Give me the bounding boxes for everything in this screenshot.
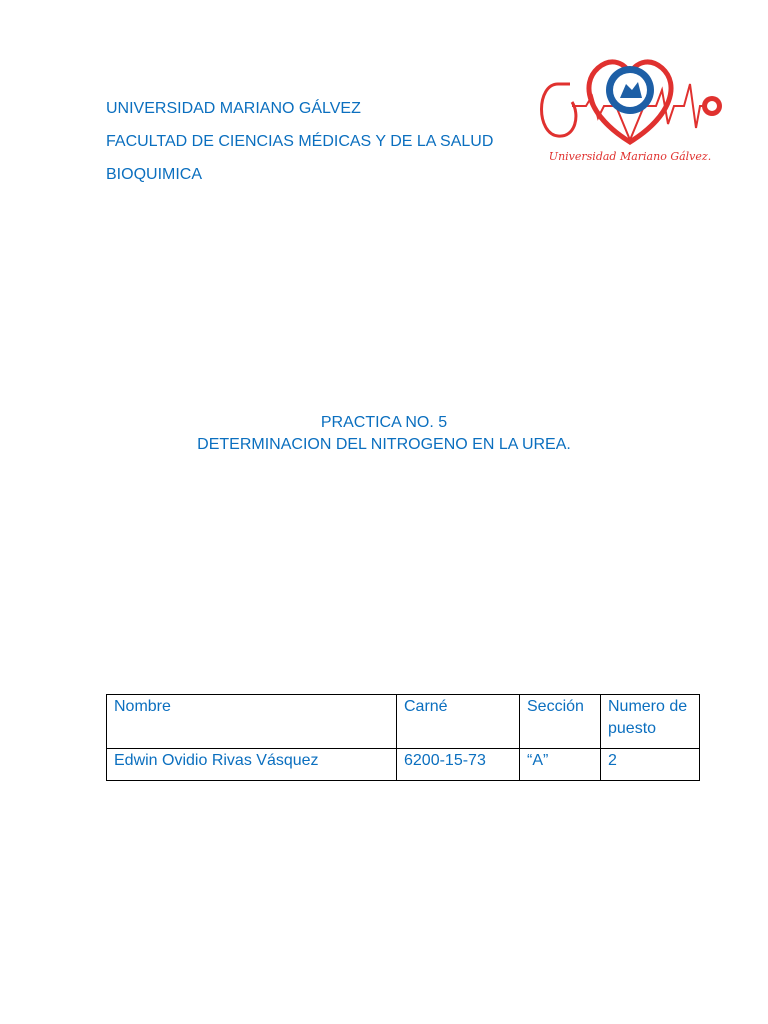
header-seccion: Sección: [520, 695, 601, 749]
student-info-table: [106, 694, 700, 781]
university-logo: [528, 44, 732, 174]
cell-seccion: “A”: [520, 749, 601, 781]
practice-number: PRACTICA NO. 5: [320, 414, 448, 431]
faculty-name: FACULTAD DE CIENCIAS MÉDICAS Y DE LA SALUD: [106, 133, 494, 150]
practice-title: [0, 412, 768, 456]
course-name: BIOQUIMICA: [106, 166, 203, 183]
cell-carne: 6200-15-73: [397, 749, 520, 781]
header-nombre: Nombre: [107, 695, 397, 749]
cell-nombre: Edwin Ovidio Rivas Vásquez: [107, 749, 397, 781]
logo-text: Universidad Mariano Gálvez.: [548, 150, 712, 163]
header: [106, 92, 493, 191]
practice-subject: DETERMINACION DEL NITROGENO EN LA UREA.: [197, 436, 571, 453]
cell-numero-puesto: 2: [601, 749, 700, 781]
header-carne: Carné: [397, 695, 520, 749]
header-numero-puesto: Numero de puesto: [601, 695, 700, 749]
university-name: UNIVERSIDAD MARIANO GÁLVEZ: [106, 100, 361, 117]
stethoscope-icon: [542, 84, 576, 136]
table-row: [107, 749, 700, 781]
table-header-row: [107, 695, 700, 749]
